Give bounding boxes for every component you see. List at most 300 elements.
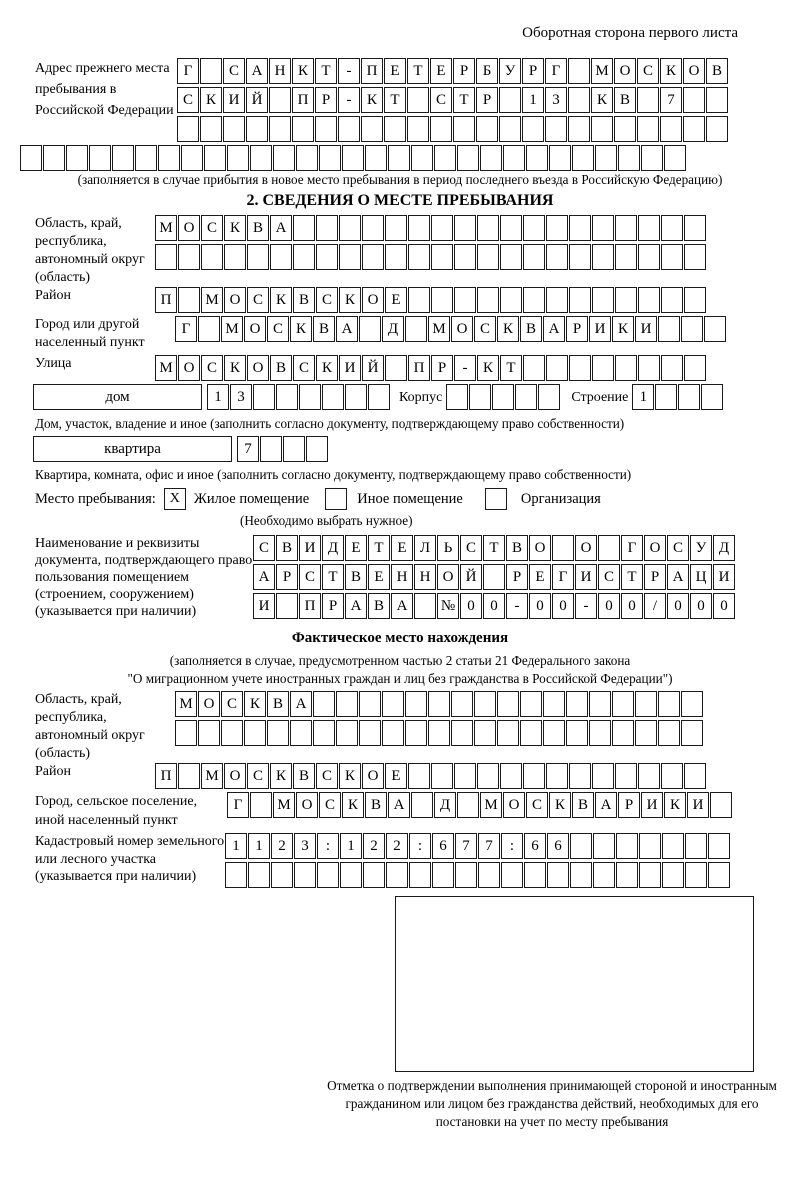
char-box[interactable]: А <box>270 215 292 241</box>
char-box[interactable]: Е <box>368 564 390 590</box>
char-box[interactable] <box>547 862 569 888</box>
char-box[interactable] <box>683 87 705 113</box>
char-box[interactable]: В <box>506 535 528 561</box>
char-box[interactable] <box>591 116 613 142</box>
char-box[interactable] <box>408 244 430 270</box>
char-box[interactable] <box>269 116 291 142</box>
char-box[interactable] <box>198 316 220 342</box>
char-box[interactable]: В <box>572 792 594 818</box>
char-box[interactable] <box>546 287 568 313</box>
char-box[interactable]: Д <box>434 792 456 818</box>
char-box[interactable] <box>454 244 476 270</box>
stay-checkbox-organization[interactable] <box>485 488 507 510</box>
char-box[interactable] <box>593 833 615 859</box>
char-box[interactable] <box>385 215 407 241</box>
char-box[interactable] <box>455 862 477 888</box>
char-box[interactable] <box>477 287 499 313</box>
char-box[interactable] <box>635 691 657 717</box>
char-box[interactable] <box>319 145 341 171</box>
char-box[interactable]: И <box>575 564 597 590</box>
char-box[interactable]: О <box>224 763 246 789</box>
char-box[interactable] <box>638 287 660 313</box>
char-box[interactable] <box>135 145 157 171</box>
char-box[interactable]: Е <box>529 564 551 590</box>
char-box[interactable] <box>225 862 247 888</box>
char-box[interactable]: 0 <box>460 593 482 619</box>
char-box[interactable]: 2 <box>386 833 408 859</box>
char-box[interactable] <box>317 862 339 888</box>
char-box[interactable] <box>428 720 450 746</box>
char-box[interactable] <box>474 720 496 746</box>
char-box[interactable] <box>520 720 542 746</box>
char-box[interactable] <box>260 436 282 462</box>
char-box[interactable] <box>43 145 65 171</box>
char-box[interactable]: П <box>361 58 383 84</box>
char-box[interactable]: С <box>460 535 482 561</box>
char-box[interactable]: К <box>339 763 361 789</box>
char-box[interactable] <box>684 287 706 313</box>
char-box[interactable]: К <box>549 792 571 818</box>
char-box[interactable]: Р <box>322 593 344 619</box>
char-box[interactable] <box>546 763 568 789</box>
char-box[interactable] <box>635 720 657 746</box>
char-box[interactable]: У <box>690 535 712 561</box>
char-box[interactable]: М <box>175 691 197 717</box>
char-box[interactable]: М <box>155 355 177 381</box>
char-box[interactable]: 7 <box>478 833 500 859</box>
char-box[interactable]: Е <box>345 535 367 561</box>
char-box[interactable] <box>385 244 407 270</box>
char-box[interactable]: В <box>365 792 387 818</box>
char-box[interactable] <box>708 862 730 888</box>
char-box[interactable] <box>639 833 661 859</box>
char-box[interactable]: К <box>224 355 246 381</box>
char-box[interactable] <box>336 720 358 746</box>
char-box[interactable]: К <box>591 87 613 113</box>
char-box[interactable]: Г <box>552 564 574 590</box>
char-box[interactable] <box>683 116 705 142</box>
char-box[interactable]: 0 <box>713 593 735 619</box>
char-box[interactable]: 0 <box>483 593 505 619</box>
char-box[interactable]: Т <box>621 564 643 590</box>
char-box[interactable]: 1 <box>248 833 270 859</box>
char-box[interactable] <box>446 384 468 410</box>
char-box[interactable]: Т <box>384 87 406 113</box>
char-box[interactable] <box>661 355 683 381</box>
char-box[interactable]: К <box>342 792 364 818</box>
char-box[interactable] <box>592 355 614 381</box>
char-box[interactable] <box>339 215 361 241</box>
char-box[interactable] <box>322 384 344 410</box>
char-box[interactable]: О <box>529 535 551 561</box>
char-box[interactable] <box>293 215 315 241</box>
char-box[interactable]: 1 <box>632 384 654 410</box>
char-box[interactable] <box>566 691 588 717</box>
char-box[interactable] <box>201 244 223 270</box>
char-box[interactable] <box>476 116 498 142</box>
char-box[interactable]: М <box>428 316 450 342</box>
char-box[interactable]: Т <box>407 58 429 84</box>
char-box[interactable] <box>246 116 268 142</box>
char-box[interactable] <box>524 862 546 888</box>
char-box[interactable]: 3 <box>230 384 252 410</box>
char-box[interactable] <box>552 535 574 561</box>
char-box[interactable] <box>248 862 270 888</box>
char-box[interactable]: 3 <box>545 87 567 113</box>
char-box[interactable] <box>267 720 289 746</box>
char-box[interactable]: Г <box>177 58 199 84</box>
char-box[interactable] <box>385 355 407 381</box>
char-box[interactable] <box>408 215 430 241</box>
char-box[interactable]: Й <box>362 355 384 381</box>
char-box[interactable] <box>457 145 479 171</box>
char-box[interactable] <box>641 145 663 171</box>
char-box[interactable]: М <box>273 792 295 818</box>
char-box[interactable]: М <box>591 58 613 84</box>
char-box[interactable] <box>638 215 660 241</box>
char-box[interactable]: 1 <box>225 833 247 859</box>
char-box[interactable] <box>296 145 318 171</box>
char-box[interactable] <box>568 58 590 84</box>
char-box[interactable] <box>411 145 433 171</box>
char-box[interactable]: О <box>224 287 246 313</box>
char-box[interactable]: К <box>292 58 314 84</box>
char-box[interactable] <box>292 116 314 142</box>
char-box[interactable] <box>570 833 592 859</box>
char-box[interactable] <box>615 215 637 241</box>
char-box[interactable] <box>684 215 706 241</box>
char-box[interactable]: С <box>201 355 223 381</box>
char-box[interactable] <box>595 145 617 171</box>
char-box[interactable] <box>270 244 292 270</box>
char-box[interactable] <box>250 145 272 171</box>
char-box[interactable]: Т <box>322 564 344 590</box>
char-box[interactable] <box>523 355 545 381</box>
char-box[interactable] <box>616 862 638 888</box>
char-box[interactable] <box>66 145 88 171</box>
char-box[interactable] <box>155 244 177 270</box>
char-box[interactable]: А <box>391 593 413 619</box>
char-box[interactable]: - <box>575 593 597 619</box>
char-box[interactable] <box>178 287 200 313</box>
char-box[interactable] <box>204 145 226 171</box>
char-box[interactable]: И <box>339 355 361 381</box>
char-box[interactable] <box>411 792 433 818</box>
char-box[interactable] <box>500 287 522 313</box>
char-box[interactable]: С <box>299 564 321 590</box>
char-box[interactable]: К <box>270 287 292 313</box>
char-box[interactable] <box>612 720 634 746</box>
char-box[interactable] <box>359 720 381 746</box>
char-box[interactable] <box>306 436 328 462</box>
char-box[interactable]: Р <box>618 792 640 818</box>
char-box[interactable] <box>569 215 591 241</box>
char-box[interactable]: 7 <box>660 87 682 113</box>
char-box[interactable]: Р <box>506 564 528 590</box>
char-box[interactable] <box>451 691 473 717</box>
char-box[interactable] <box>368 384 390 410</box>
char-box[interactable] <box>569 244 591 270</box>
char-box[interactable] <box>515 384 537 410</box>
char-box[interactable]: Т <box>453 87 475 113</box>
char-box[interactable] <box>681 316 703 342</box>
char-box[interactable]: Д <box>713 535 735 561</box>
char-box[interactable]: 0 <box>598 593 620 619</box>
char-box[interactable] <box>431 763 453 789</box>
char-box[interactable] <box>572 145 594 171</box>
char-box[interactable]: С <box>474 316 496 342</box>
char-box[interactable]: О <box>198 691 220 717</box>
char-box[interactable] <box>592 763 614 789</box>
char-box[interactable] <box>503 145 525 171</box>
char-box[interactable] <box>181 145 203 171</box>
char-box[interactable] <box>477 244 499 270</box>
char-box[interactable] <box>294 862 316 888</box>
char-box[interactable] <box>316 244 338 270</box>
char-box[interactable] <box>637 87 659 113</box>
char-box[interactable]: Г <box>227 792 249 818</box>
char-box[interactable] <box>431 215 453 241</box>
char-box[interactable] <box>382 691 404 717</box>
char-box[interactable] <box>408 763 430 789</box>
char-box[interactable] <box>546 215 568 241</box>
char-box[interactable]: 7 <box>455 833 477 859</box>
char-box[interactable]: К <box>290 316 312 342</box>
char-box[interactable] <box>434 145 456 171</box>
char-box[interactable] <box>359 691 381 717</box>
char-box[interactable]: М <box>201 763 223 789</box>
char-box[interactable] <box>549 145 571 171</box>
char-box[interactable]: Л <box>414 535 436 561</box>
char-box[interactable] <box>500 244 522 270</box>
char-box[interactable] <box>701 384 723 410</box>
char-box[interactable]: Е <box>385 763 407 789</box>
char-box[interactable] <box>566 720 588 746</box>
char-box[interactable]: Н <box>391 564 413 590</box>
char-box[interactable] <box>522 116 544 142</box>
char-box[interactable] <box>500 215 522 241</box>
char-box[interactable]: О <box>451 316 473 342</box>
char-box[interactable]: О <box>247 355 269 381</box>
char-box[interactable]: В <box>270 355 292 381</box>
char-box[interactable]: К <box>477 355 499 381</box>
char-box[interactable]: К <box>664 792 686 818</box>
char-box[interactable]: К <box>361 87 383 113</box>
char-box[interactable] <box>112 145 134 171</box>
char-box[interactable]: С <box>526 792 548 818</box>
char-box[interactable] <box>363 862 385 888</box>
char-box[interactable] <box>409 862 431 888</box>
char-box[interactable]: 6 <box>432 833 454 859</box>
char-box[interactable] <box>388 145 410 171</box>
char-box[interactable] <box>198 720 220 746</box>
char-box[interactable]: С <box>293 355 315 381</box>
char-box[interactable]: 0 <box>552 593 574 619</box>
char-box[interactable] <box>655 384 677 410</box>
char-box[interactable]: В <box>293 763 315 789</box>
char-box[interactable]: А <box>345 593 367 619</box>
char-box[interactable]: К <box>660 58 682 84</box>
char-box[interactable] <box>706 87 728 113</box>
char-box[interactable]: П <box>299 593 321 619</box>
char-box[interactable]: - <box>454 355 476 381</box>
char-box[interactable]: К <box>316 355 338 381</box>
char-box[interactable]: К <box>200 87 222 113</box>
char-box[interactable] <box>457 792 479 818</box>
stay-checkbox-other[interactable] <box>325 488 347 510</box>
char-box[interactable]: Е <box>391 535 413 561</box>
char-box[interactable]: В <box>706 58 728 84</box>
char-box[interactable]: В <box>520 316 542 342</box>
char-box[interactable] <box>158 145 180 171</box>
char-box[interactable] <box>615 287 637 313</box>
char-box[interactable]: Р <box>315 87 337 113</box>
char-box[interactable]: Д <box>322 535 344 561</box>
char-box[interactable]: К <box>244 691 266 717</box>
char-box[interactable] <box>658 691 680 717</box>
char-box[interactable] <box>382 720 404 746</box>
char-box[interactable] <box>661 215 683 241</box>
char-box[interactable] <box>661 244 683 270</box>
char-box[interactable]: Р <box>476 87 498 113</box>
char-box[interactable]: Ц <box>690 564 712 590</box>
char-box[interactable] <box>313 691 335 717</box>
char-box[interactable] <box>431 287 453 313</box>
char-box[interactable]: И <box>223 87 245 113</box>
char-box[interactable] <box>89 145 111 171</box>
char-box[interactable] <box>340 862 362 888</box>
char-box[interactable] <box>660 116 682 142</box>
char-box[interactable] <box>477 215 499 241</box>
char-box[interactable] <box>474 691 496 717</box>
char-box[interactable]: В <box>267 691 289 717</box>
char-box[interactable] <box>178 763 200 789</box>
char-box[interactable]: О <box>362 763 384 789</box>
char-box[interactable] <box>685 862 707 888</box>
char-box[interactable]: М <box>480 792 502 818</box>
char-box[interactable] <box>523 287 545 313</box>
char-box[interactable]: С <box>267 316 289 342</box>
char-box[interactable]: С <box>316 763 338 789</box>
char-box[interactable] <box>293 244 315 270</box>
char-box[interactable] <box>483 564 505 590</box>
char-box[interactable]: А <box>246 58 268 84</box>
char-box[interactable]: А <box>543 316 565 342</box>
char-box[interactable]: О <box>683 58 705 84</box>
char-box[interactable] <box>612 691 634 717</box>
char-box[interactable] <box>526 145 548 171</box>
char-box[interactable]: Р <box>644 564 666 590</box>
char-box[interactable]: Г <box>545 58 567 84</box>
char-box[interactable] <box>598 535 620 561</box>
char-box[interactable]: М <box>201 287 223 313</box>
char-box[interactable]: И <box>253 593 275 619</box>
char-box[interactable]: Т <box>368 535 390 561</box>
char-box[interactable] <box>250 792 272 818</box>
char-box[interactable]: / <box>644 593 666 619</box>
char-box[interactable]: Т <box>483 535 505 561</box>
char-box[interactable]: В <box>313 316 335 342</box>
char-box[interactable] <box>589 691 611 717</box>
char-box[interactable] <box>662 833 684 859</box>
char-box[interactable] <box>704 316 726 342</box>
char-box[interactable] <box>359 316 381 342</box>
char-box[interactable] <box>520 691 542 717</box>
char-box[interactable] <box>480 145 502 171</box>
char-box[interactable] <box>638 763 660 789</box>
char-box[interactable] <box>658 720 680 746</box>
char-box[interactable]: П <box>292 87 314 113</box>
char-box[interactable] <box>224 244 246 270</box>
char-box[interactable] <box>276 384 298 410</box>
char-box[interactable] <box>200 58 222 84</box>
char-box[interactable] <box>361 116 383 142</box>
char-box[interactable]: И <box>713 564 735 590</box>
apartment-field-box[interactable]: квартира <box>33 436 232 462</box>
char-box[interactable]: С <box>177 87 199 113</box>
char-box[interactable] <box>538 384 560 410</box>
char-box[interactable]: А <box>595 792 617 818</box>
char-box[interactable]: : <box>317 833 339 859</box>
char-box[interactable] <box>428 691 450 717</box>
char-box[interactable]: К <box>612 316 634 342</box>
char-box[interactable] <box>283 436 305 462</box>
char-box[interactable] <box>290 720 312 746</box>
char-box[interactable]: А <box>667 564 689 590</box>
char-box[interactable] <box>345 384 367 410</box>
char-box[interactable]: № <box>437 593 459 619</box>
char-box[interactable]: М <box>221 316 243 342</box>
char-box[interactable] <box>315 116 337 142</box>
char-box[interactable]: О <box>503 792 525 818</box>
char-box[interactable] <box>569 763 591 789</box>
char-box[interactable]: В <box>614 87 636 113</box>
char-box[interactable]: О <box>178 215 200 241</box>
char-box[interactable] <box>639 862 661 888</box>
char-box[interactable] <box>407 87 429 113</box>
char-box[interactable]: К <box>224 215 246 241</box>
char-box[interactable]: Н <box>414 564 436 590</box>
char-box[interactable] <box>523 215 545 241</box>
char-box[interactable]: 0 <box>621 593 643 619</box>
char-box[interactable]: А <box>253 564 275 590</box>
char-box[interactable] <box>175 720 197 746</box>
char-box[interactable] <box>638 355 660 381</box>
char-box[interactable] <box>223 116 245 142</box>
char-box[interactable] <box>454 763 476 789</box>
char-box[interactable]: Р <box>566 316 588 342</box>
char-box[interactable]: И <box>299 535 321 561</box>
char-box[interactable] <box>543 691 565 717</box>
char-box[interactable] <box>708 833 730 859</box>
char-box[interactable] <box>684 355 706 381</box>
char-box[interactable] <box>492 384 514 410</box>
char-box[interactable] <box>661 287 683 313</box>
char-box[interactable]: Б <box>476 58 498 84</box>
char-box[interactable]: В <box>368 593 390 619</box>
char-box[interactable] <box>178 244 200 270</box>
char-box[interactable] <box>451 720 473 746</box>
char-box[interactable] <box>362 215 384 241</box>
char-box[interactable] <box>592 215 614 241</box>
char-box[interactable]: Р <box>453 58 475 84</box>
char-box[interactable] <box>407 116 429 142</box>
char-box[interactable] <box>177 116 199 142</box>
char-box[interactable] <box>662 862 684 888</box>
char-box[interactable] <box>405 316 427 342</box>
char-box[interactable] <box>414 593 436 619</box>
char-box[interactable] <box>431 244 453 270</box>
